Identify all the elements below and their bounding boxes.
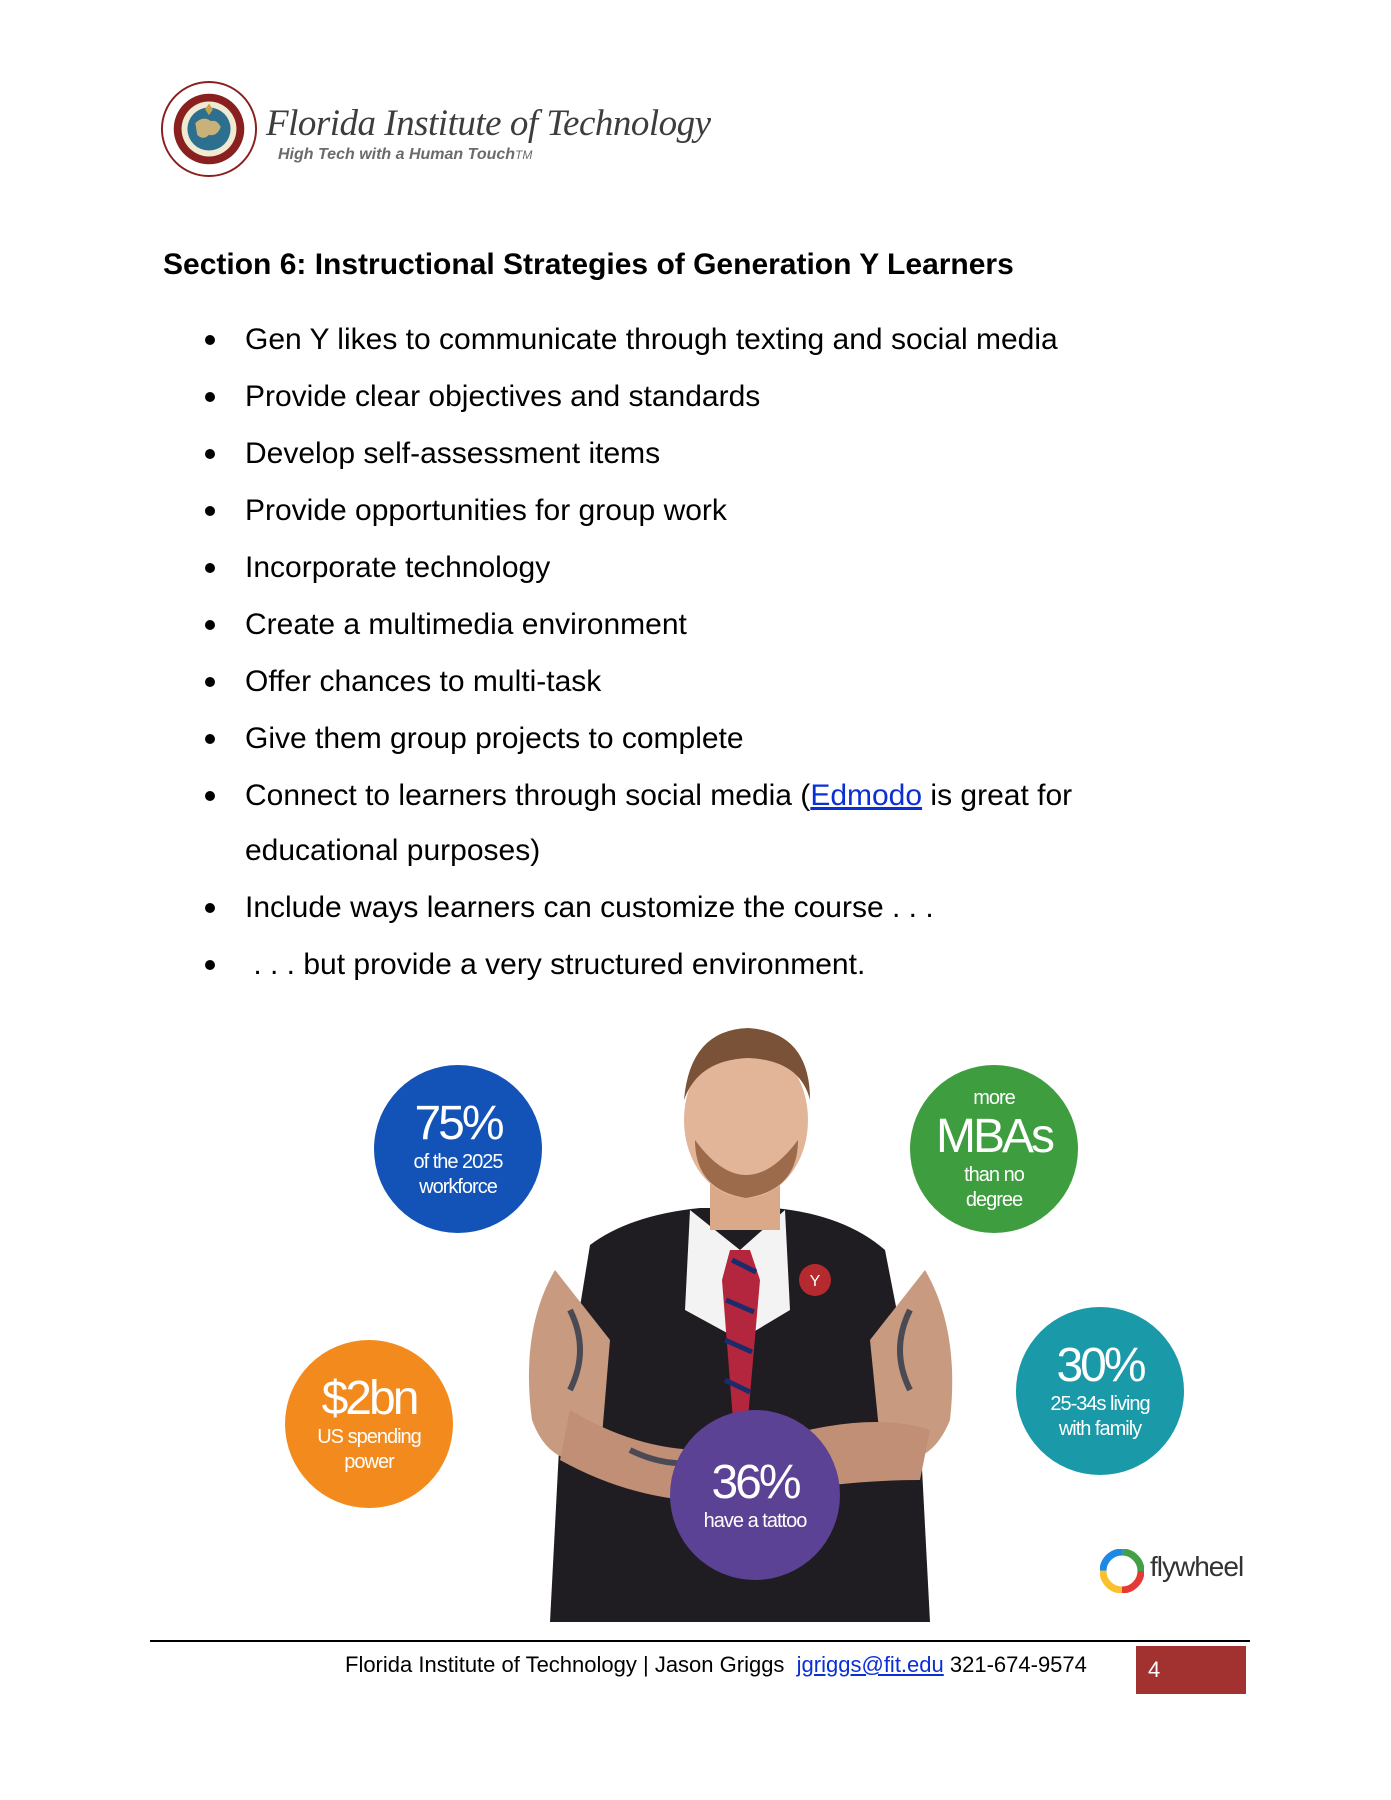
stat-bubble-family: 30% 25-34s living with family xyxy=(1016,1307,1184,1475)
footer-divider xyxy=(150,1640,1250,1642)
list-item: Incorporate technology xyxy=(205,540,1205,595)
footer-text: Florida Institute of Technology | Jason Griggs xyxy=(345,1652,785,1677)
flywheel-logo xyxy=(1100,1545,1250,1595)
stat-bubble-mbas: more MBAs than no degree xyxy=(910,1065,1078,1233)
list-item-social-media: Connect to learners through social media (Edmodo is great for educational purposes) xyxy=(205,768,1145,878)
list-item: Develop self-assessment items xyxy=(205,426,1205,481)
gen-y-infographic xyxy=(270,1010,1260,1622)
edmodo-link[interactable]: Edmodo xyxy=(810,779,923,812)
institution-logo xyxy=(160,80,720,180)
list-item: . . . but provide a very structured environment. xyxy=(205,937,1205,992)
stat-bubble-workforce: 75% of the 2025 workforce xyxy=(374,1065,542,1233)
footer xyxy=(345,1652,1087,1678)
strategy-list xyxy=(205,312,1205,994)
stat-bubble-tattoo: 36% have a tattoo xyxy=(670,1410,840,1580)
page-number: 4 xyxy=(1136,1646,1246,1694)
flywheel-brand: flywheel xyxy=(1150,1551,1244,1582)
list-item: Offer chances to multi-task xyxy=(205,654,1205,709)
list-item: Provide opportunities for group work xyxy=(205,483,1205,538)
pin-letter: Y xyxy=(809,1273,821,1290)
institution-name: Florida Institute of Technology xyxy=(266,103,711,144)
section-title: Section 6: Instructional Strategies of Generation Y Learners xyxy=(163,248,1014,281)
footer-phone: 321-674-9574 xyxy=(949,1652,1087,1677)
list-item: Gen Y likes to communicate through texting and social media xyxy=(205,312,1205,367)
footer-email-link[interactable]: jgriggs@fit.edu xyxy=(796,1652,944,1677)
list-item: Include ways learners can customize the course . . . xyxy=(205,880,1205,935)
institution-tagline: High Tech with a Human TouchTM xyxy=(278,146,533,163)
stat-bubble-spending: $2bn US spending power xyxy=(285,1340,453,1508)
university-seal-icon xyxy=(160,80,258,178)
list-item: Give them group projects to complete xyxy=(205,711,1205,766)
list-item: Create a multimedia environment xyxy=(205,597,1205,652)
list-item: Provide clear objectives and standards xyxy=(205,369,1205,424)
flywheel-logo-icon xyxy=(1100,1549,1144,1593)
